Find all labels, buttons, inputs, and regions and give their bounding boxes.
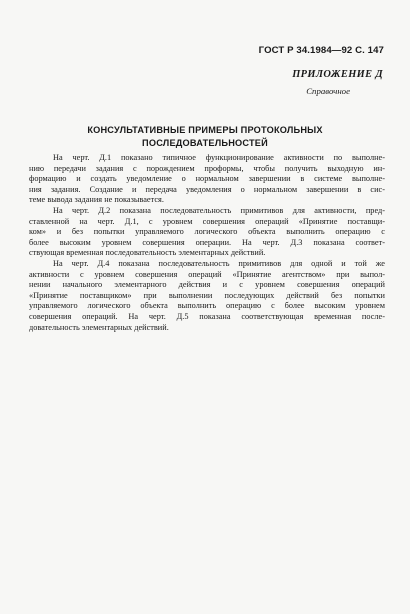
appendix-subtitle: Справочное [306, 86, 350, 96]
paragraph-line: более высоким уровнем совершения операции. На черт. Д.3 показана соответ- [29, 237, 385, 247]
appendix-title: ПРИЛОЖЕНИЕ Д [292, 69, 383, 80]
paragraph-line: довательность элементарных действий. [29, 322, 169, 332]
paragraph-line: формацию и создать уведомление о нормальном завершении в системе выполне- [29, 174, 385, 184]
paragraph-line: ствующая временная последовательность элементарных действий. [29, 248, 266, 258]
paragraph-2 [29, 206, 385, 259]
paragraph-line: управляемого логического объекта выполнить операцию с более высоким уровнем [29, 301, 385, 311]
section-title-line: КОНСУЛЬТАТИВНЫЕ ПРИМЕРЫ ПРОТОКОЛЬНЫХ [87, 125, 323, 135]
paragraph-line: нию передачи задания с порождением проформы, чтобы получить выходную ин- [29, 163, 385, 173]
section-title [0, 124, 410, 150]
paragraph-line: ком» и без попытки управляемого логического объекта выполнить операцию с [29, 227, 385, 237]
paragraph-line: На черт. Д.4 показана последовательность примитивов для одной и той же [53, 258, 385, 268]
paragraph-line: На черт. Д.2 показана последовательность примитивов для активности, пред- [53, 205, 385, 215]
paragraph-line: теме вывода задания не показывается. [29, 195, 164, 205]
paragraph-line: «Принятие поставщиком» при выполнении последующих действий без попытки [29, 290, 385, 300]
section-title-line: ПОСЛЕДОВАТЕЛЬНОСТЕЙ [142, 138, 268, 148]
paragraph-1 [29, 153, 385, 206]
paragraph-line: ставленной на черт. Д.1, с уровнем совершения операций «Принятие поставщи- [29, 216, 385, 226]
paragraph-line: ния задания. Создание и передача уведомления о нормальном завершении в сис- [29, 184, 385, 194]
paragraph-line: нении начального элементарного действия и с уровнем совершения операций [29, 280, 385, 290]
paragraph-line: совершения операций. На черт. Д.5 показана соответствующая временная после- [29, 311, 385, 321]
paragraph-line: активности с уровнем совершения операций «Принятие агентством» при выпол- [29, 269, 385, 279]
paragraph-line: На черт. Д.1 показано типичное функционирование активности по выполне- [53, 153, 385, 162]
body-text [29, 153, 385, 333]
page-header-standard: ГОСТ Р 34.1984—92 С. 147 [258, 45, 384, 56]
paragraph-3 [29, 259, 385, 333]
